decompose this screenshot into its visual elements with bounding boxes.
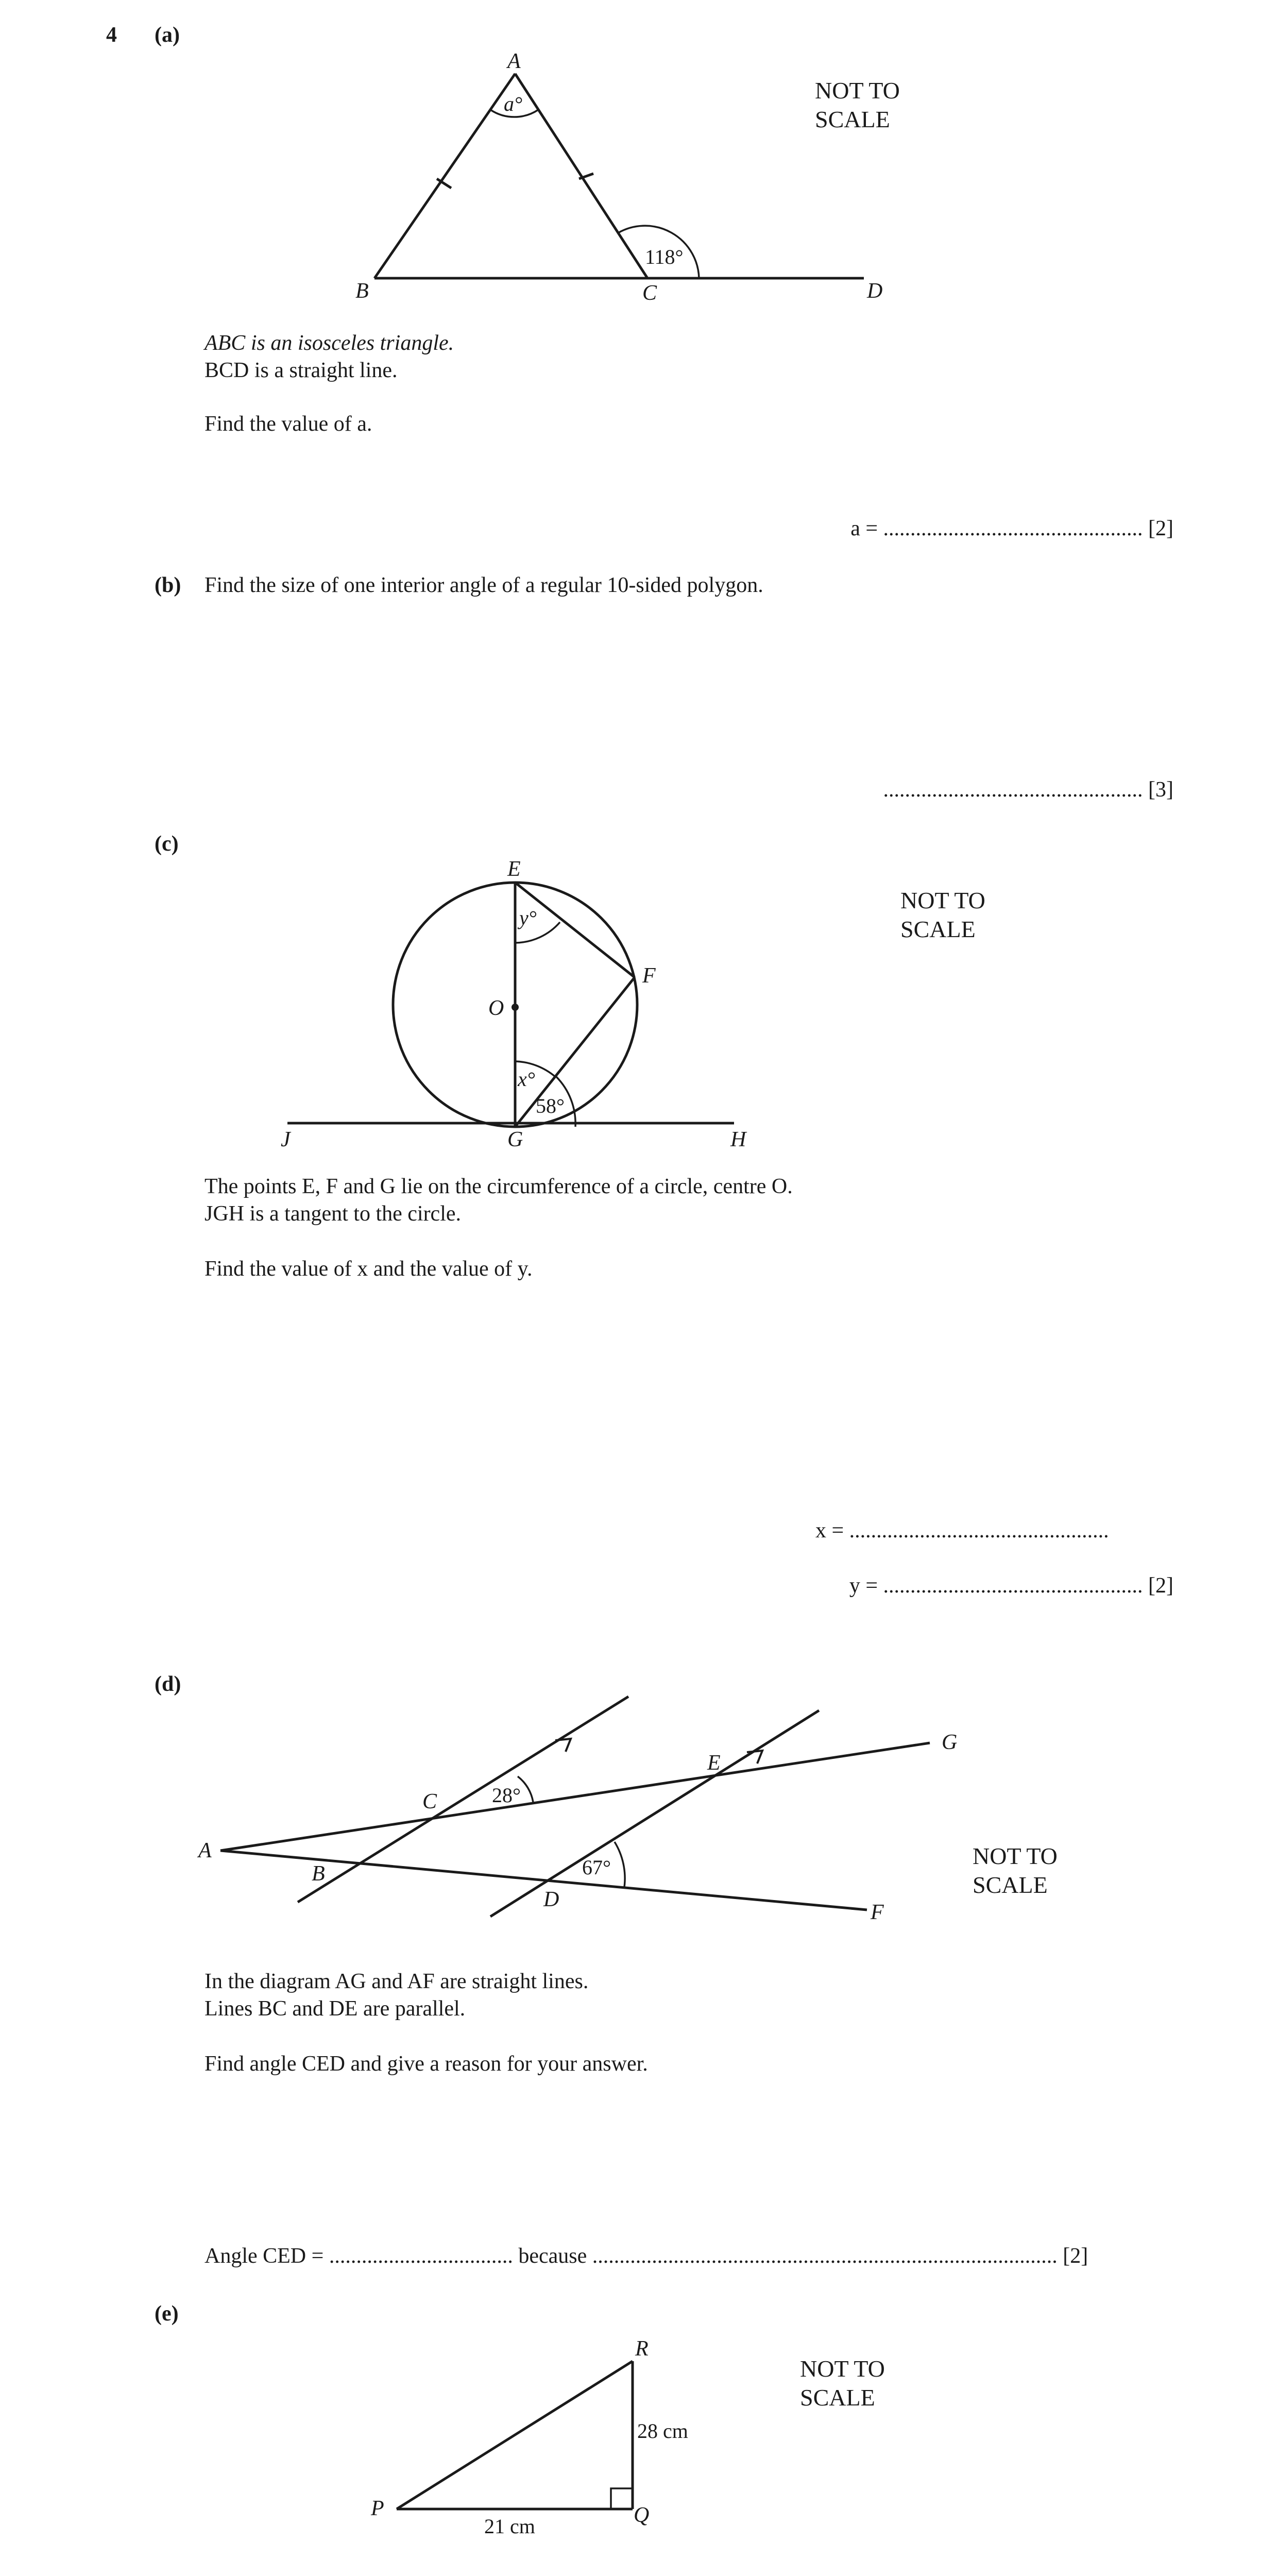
part-d-line1: In the diagram AG and AF are straight lines. xyxy=(205,1970,589,1993)
angle-a-label: a° xyxy=(504,92,522,115)
part-c-line2: JGH is a tangent to the circle. xyxy=(205,1202,462,1226)
angle-67-label: 67° xyxy=(582,1856,611,1879)
angle-y-label: y° xyxy=(519,906,537,929)
point-o-label: O xyxy=(488,996,504,1020)
point-a-label: A xyxy=(507,49,521,73)
part-a-not-to-scale: NOT TO SCALE xyxy=(815,77,900,132)
line-de xyxy=(490,1710,819,1917)
right-angle-mark xyxy=(611,2488,633,2509)
arrow-de xyxy=(747,1751,762,1764)
point-d-d-label: D xyxy=(543,1888,559,1911)
part-b-question: Find the size of one interior angle of a regular 10-sided polygon. xyxy=(205,573,763,597)
point-p-label: P xyxy=(371,2497,384,2520)
part-a-label: (a) xyxy=(155,23,180,47)
part-c-label: (c) xyxy=(155,832,179,856)
part-c-not-to-scale: NOT TO SCALE xyxy=(900,887,985,942)
point-g-d-label: G xyxy=(942,1731,958,1754)
point-q-label: Q xyxy=(634,2503,650,2527)
part-d-label: (d) xyxy=(155,1672,181,1696)
arrow-bc xyxy=(555,1739,571,1752)
line-bc xyxy=(298,1697,628,1902)
part-a-line1: ABC is an isosceles triangle. xyxy=(205,331,454,355)
side-ac xyxy=(515,74,647,278)
angle-118-label: 118° xyxy=(645,245,684,268)
part-c-question: Find the value of x and the value of y. xyxy=(205,1257,533,1281)
side-pq-label: 21 cm xyxy=(484,2515,535,2538)
part-a-question: Find the value of a. xyxy=(205,412,372,436)
point-a-d-label: A xyxy=(198,1839,212,1862)
point-f-d-label: F xyxy=(871,1901,884,1924)
part-e-diagram xyxy=(397,2361,633,2509)
line-ag xyxy=(220,1743,930,1851)
part-b-answer-line: ................................................ [3] xyxy=(883,778,1173,802)
part-d-answer-line: Angle CED = .................................. because ...................................................................................... [2] xyxy=(205,2244,1088,2268)
part-d-question: Find angle CED and give a reason for your answer. xyxy=(205,2052,648,2076)
point-r-label: R xyxy=(635,2337,649,2361)
point-c-label: C xyxy=(642,281,657,305)
part-c-diagram xyxy=(287,883,734,1127)
point-e-d-label: E xyxy=(707,1751,721,1775)
part-e-label: (e) xyxy=(155,2302,179,2326)
part-d-diagram xyxy=(220,1697,930,1917)
side-pr xyxy=(397,2361,633,2509)
point-d-label: D xyxy=(867,279,883,303)
point-e-label: E xyxy=(507,857,521,881)
part-d-line2: Lines BC and DE are parallel. xyxy=(205,1997,466,2021)
part-c-answer-y: y = ................................................ [2] xyxy=(849,1574,1173,1598)
centre-dot xyxy=(512,1004,519,1011)
angle-58-label: 58° xyxy=(536,1094,565,1117)
part-c-answer-x: x = ................................................ xyxy=(815,1519,1109,1543)
angle-28-label: 28° xyxy=(492,1784,521,1807)
part-e-not-to-scale: NOT TO SCALE xyxy=(800,2355,885,2411)
point-f-label: F xyxy=(642,964,656,988)
part-a-line2: BCD is a straight line. xyxy=(205,359,398,382)
side-ab xyxy=(374,74,515,278)
angle-x-label: x° xyxy=(518,1067,535,1091)
side-qr-label: 28 cm xyxy=(637,2419,688,2443)
point-h-label: H xyxy=(730,1128,746,1151)
point-b-label: B xyxy=(355,279,369,303)
chord-fg xyxy=(515,977,635,1127)
point-j-label: J xyxy=(281,1128,291,1151)
part-a-answer-line: a = ................................................ [2] xyxy=(850,517,1173,540)
point-g-label: G xyxy=(507,1128,523,1151)
part-c-line1: The points E, F and G lie on the circumference of a circle, centre O. xyxy=(205,1175,793,1198)
question-number: 4 xyxy=(106,23,117,47)
point-b-d-label: B xyxy=(312,1862,325,1886)
part-d-not-to-scale: NOT TO SCALE xyxy=(973,1843,1058,1898)
arc-67 xyxy=(615,1842,625,1887)
part-b-label: (b) xyxy=(155,573,181,597)
point-c-d-label: C xyxy=(422,1790,437,1814)
part-a-diagram xyxy=(374,74,864,278)
